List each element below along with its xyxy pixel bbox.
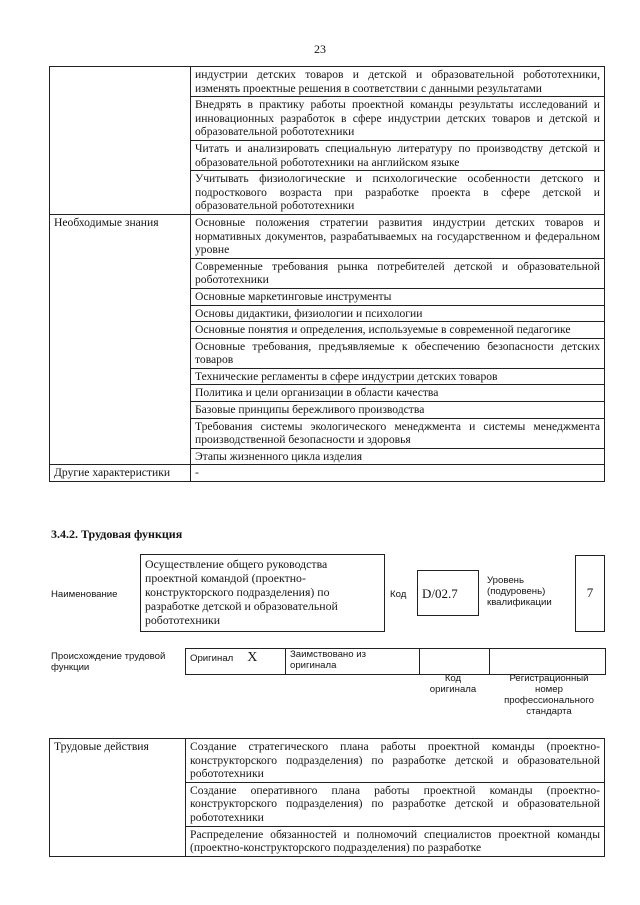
- table-row: [50, 214, 605, 258]
- origin-table: [185, 648, 606, 675]
- original-label: Оригинал: [190, 653, 234, 664]
- other-label: Другие характеристики: [50, 465, 191, 482]
- knowledge-cell: Основные требования, предъявляемые к обеспечению безопасности детских товаров: [191, 338, 605, 368]
- other-value: -: [191, 465, 605, 482]
- level-value: 7: [575, 555, 605, 632]
- knowledge-cell: Основные положения стратегии развития индустрии детских товаров и нормативных документов, разрабатываемых на государственном и федеральном уровне: [191, 214, 605, 258]
- skills-knowledge-table: [49, 66, 605, 482]
- original-mark: X: [247, 650, 258, 665]
- level-label: Уровень (подуровень) квалификации: [487, 575, 552, 608]
- name-value: Осуществление общего руководства проектной командой (проектно-конструкторского подразделения) по разработке детской и образовательной робототехники: [140, 554, 385, 632]
- name-label: Наименование: [51, 589, 118, 600]
- labor-actions-label: Трудовые действия: [50, 739, 186, 857]
- code-value: D/02.7: [417, 570, 479, 616]
- section-title: 3.4.2. Трудовая функция: [51, 527, 183, 541]
- table-row: [50, 465, 605, 482]
- reg-number-cell: [490, 649, 606, 675]
- action-cell: Создание стратегического плана работы проектной команды (проектно-конструкторского подразделения) по разработке детской и образовательной робототехники: [186, 739, 605, 783]
- knowledge-cell: Основы дидактики, физиологии и психологии: [191, 305, 605, 322]
- original-cell: [186, 649, 286, 675]
- knowledge-cell: Технические регламенты в сфере индустрии детских товаров: [191, 368, 605, 385]
- skill-cell: Учитывать физиологические и психологические особенности детского и подросткового возраста при разработке проекта в сфере детской и образовательной робототехники: [191, 171, 605, 215]
- knowledge-cell: Политика и цели организации в области качества: [191, 385, 605, 402]
- knowledge-cell: Требования системы экологического менеджмента и системы менеджмента производственной безопасности и здоровья: [191, 418, 605, 448]
- page-number: 23: [314, 42, 326, 56]
- labor-actions-table: [49, 738, 605, 857]
- knowledge-label: Необходимые знания: [50, 214, 191, 465]
- table-row: [50, 67, 605, 97]
- knowledge-cell: Этапы жизненного цикла изделия: [191, 448, 605, 465]
- code-label: Код: [390, 589, 407, 600]
- skill-cell: индустрии детских товаров и детской и образовательной робототехники, изменять проектные решения в соответствии с данными результатами: [191, 67, 605, 97]
- knowledge-cell: Современные требования рынка потребителей детской и образовательной робототехники: [191, 258, 605, 288]
- borrowed-label: Заимствовано из оригинала: [286, 649, 420, 675]
- origin-label: Происхождение трудовой функции: [51, 651, 166, 673]
- reg-caption: Регистрационный номер профессионального стандарта: [504, 673, 594, 717]
- knowledge-cell: Основные маркетинговые инструменты: [191, 288, 605, 305]
- knowledge-cell: Базовые принципы бережливого производства: [191, 402, 605, 419]
- action-cell: Создание оперативного плана работы проектной команды (проектно-конструкторского подразделения) по разработке детской и образовательной робототехники: [186, 782, 605, 826]
- table-row: [186, 649, 606, 675]
- knowledge-cell: Основные понятия и определения, используемые в современной педагогике: [191, 322, 605, 339]
- code-caption: Код оригинала: [429, 673, 477, 695]
- action-cell: Распределение обязанностей и полномочий специалистов проектной команды (проектно-конструкторского подразделения) по разработке: [186, 826, 605, 856]
- skill-cell: Читать и анализировать специальную литературу по производству детской и образовательной робототехники на английском языке: [191, 140, 605, 170]
- skills-label-cell: [50, 67, 191, 215]
- table-row: [50, 739, 605, 783]
- original-code-cell: [420, 649, 490, 675]
- skill-cell: Внедрять в практику работы проектной команды результаты исследований и инновационных разработок в сфере индустрии детских товаров и детской и образовательной робототехники: [191, 97, 605, 141]
